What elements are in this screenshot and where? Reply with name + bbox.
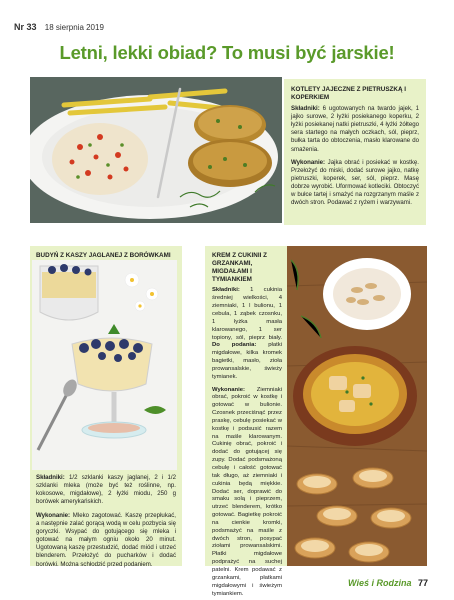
- page-footer: [348, 578, 428, 588]
- ingredients-text: 1 cukinia średniej wielkości, 4 ziemniaki, 1 l bulionu, 1 cebula, 1 ząbek czosnku, 1 łyżka masła klarowanego, 1 ser topiony, sól, pieprz biały.: [212, 287, 282, 341]
- photo-egg-cutlets: [30, 77, 282, 223]
- issue-number: Nr 33: [14, 22, 37, 32]
- method-text: Jajka obrać i posiekać w kostkę. Przełożyć do miski, dodać surowe jajko, natkę pietruszki, koperek, ser, sól, pieprz. Masę dobrze wyrobić. Uformować kotleciki. Obtoczyć w bułce tartej i smażyć na rozgrzanym maśle z dwóch stron. Podawać z ryżem i warzywami.: [291, 158, 419, 207]
- ingredients-text: 6 ugotowanych na twardo jajek, 1 jajko surowe, 2 łyżki posiekanego koperku, 2 łyżki posiekanej natki pietruszki, 4 łyżki żółtego sera startego na małych oczkach, sól, pieprz, bułka tarta do obtoczenia, masło klarowane do smażenia.: [291, 104, 419, 153]
- method-label: Wykonanie:: [36, 511, 71, 519]
- recipe-title: KREM Z CUKINII Z GRZANKAMI, MIGDAŁAMI I TYMIANKIEM: [212, 252, 267, 283]
- method-label: Wykonanie:: [291, 158, 326, 166]
- photo-millet-pudding: [32, 260, 177, 470]
- ingredients-label: Składniki:: [36, 474, 65, 481]
- method-label: Wykonanie:: [212, 386, 245, 393]
- issue-date: 18 sierpnia 2019: [44, 23, 104, 32]
- page-title: Letni, lekki obiad? To musi być jarskie!: [59, 42, 395, 63]
- recipe-box-egg-cutlets: [284, 79, 426, 225]
- recipe-box-zucchini-soup: [205, 246, 287, 597]
- ingredients-label: Składniki:: [291, 104, 320, 112]
- method-text: Mleko zagotować. Kaszę przepłukać, a następnie zalać gorącą wodą w celu pozbycia się goryczki. Wsypać do gotującego się mleka i gotować na małym ogniu około 20 minut. Ugotowaną kaszę przestudzić, dodać miód i utrzeć blenderem. Przełożyć do pucharków i dodać borówki. Można schłodzić przed podaniem.: [36, 511, 176, 568]
- ingredients-text: 1/2 szklanki kaszy jaglanej, 2 i 1/2 szklanki mleka (może być też roślinne, np. kokosowe, migdałowe), 2 łyżki miodu, 250 g borówek amerykańskich.: [36, 474, 176, 506]
- photo-zucchini-soup: [287, 246, 427, 566]
- page-number: 77: [417, 578, 428, 588]
- recipe-title: KOTLETY JAJECZNE Z PIETRUSZKĄ I KOPERKIEM: [291, 86, 406, 101]
- serving-text: płatki migdałowe, kilka kromek bagietki, masło, zioła prowansalskie, świeży tymianek.: [212, 342, 282, 380]
- serving-label: Do podania:: [212, 342, 257, 349]
- issue-header: [14, 22, 104, 32]
- recipe-title: BUDYŃ Z KASZY JAGLANEJ Z BORÓWKAMI: [36, 252, 171, 259]
- magazine-name: Wieś i Rodzina: [348, 578, 412, 588]
- ingredients-label: Składniki:: [212, 287, 240, 294]
- recipe-body-millet-pudding: [36, 474, 176, 569]
- method-text: Ziemniaki obrać, pokroić w kostkę i gotować w bulionie. Czosnek przeciśnąć przez praskę, cebulę posiekać w kostkę i podsusić razem na maśle klarowanym. Cukinię obrać, pokroić i dodać do gotującej się zupy. Dodać podsmażoną cebulę i całość gotować tak długo, aż ziemniaki i cukinia będą miękkie. Dodać ser, doprawić do smaku solą i pieprzem, utrzeć blenderem, krótko gotować. Bagietkę pokroić na cienkie kromki, podsmażyć na maśle z dwóch stron, posypać ziołami prowansalskimi. Płatki migdałowe podprażyć na suchej patelni. Krem podawać z grzankami, płatkami migdałowymi i świeżym tymiankiem.: [212, 386, 282, 597]
